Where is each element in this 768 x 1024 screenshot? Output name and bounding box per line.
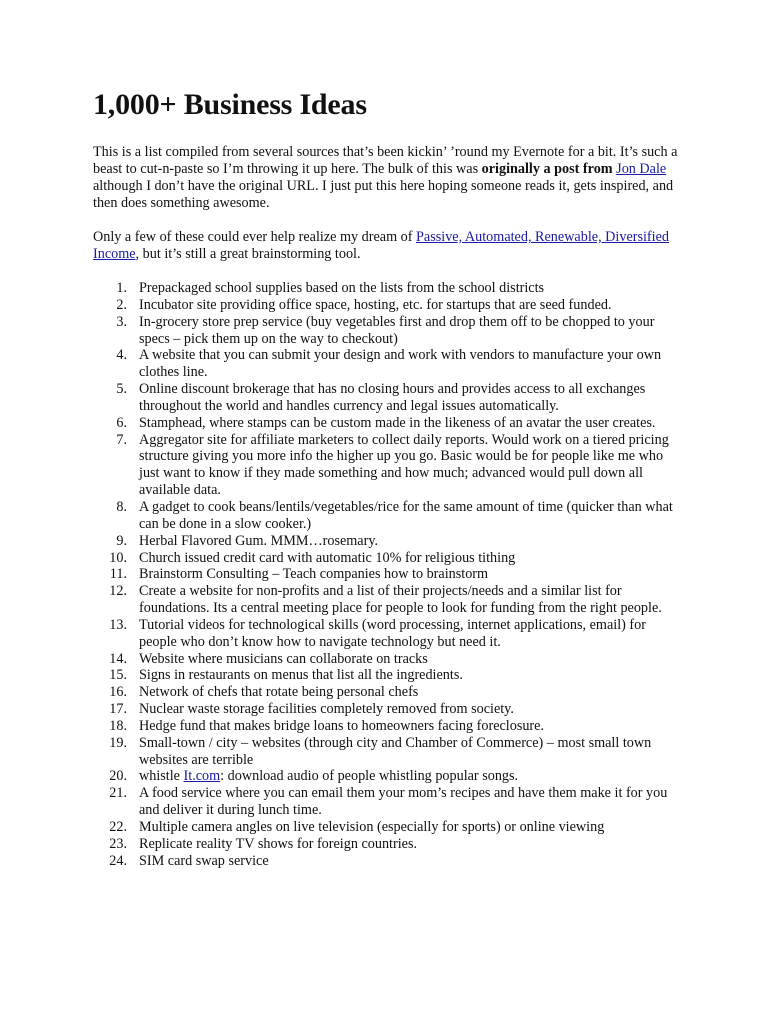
list-item-text: Tutorial videos for technological skills (word processing, internet applications, email) for people who don’t know how to navigate technology but need it.	[139, 616, 646, 650]
whistle-it-link[interactable]: It.com	[183, 768, 221, 785]
list-item-text: Small-town / city – websites (through city and Chamber of Commerce) – most small town websites are terrible	[139, 734, 652, 768]
list-number: 13.	[109, 616, 127, 633]
list-item-text: Church issued credit card with automatic 10% for religious tithing	[139, 549, 516, 566]
list-item-text: Website where musicians can collaborate on tracks	[139, 650, 428, 667]
list-item	[93, 415, 683, 432]
list-item-text: Brainstorm Consulting – Teach companies how to brainstorm	[139, 566, 489, 583]
list-number: 20.	[109, 768, 127, 785]
list-number: 23.	[109, 835, 127, 852]
intro-paragraph	[93, 144, 683, 212]
intro2-text-1: Only a few of these could ever help realize my dream of	[93, 229, 417, 245]
list-item	[93, 566, 683, 583]
list-number: 24.	[109, 852, 127, 869]
list-item	[93, 735, 683, 769]
list-number: 22.	[109, 819, 127, 835]
list-number: 1.	[116, 280, 127, 296]
list-item-text: Nuclear waste storage facilities completely removed from society.	[139, 701, 514, 718]
list-item	[93, 432, 683, 499]
list-number: 18.	[109, 717, 127, 734]
list-item	[93, 280, 683, 297]
list-number: 3.	[116, 313, 127, 330]
list-number: 19.	[109, 734, 127, 751]
intro-text-1: This is a list compiled from several sources that’s been kickin’ ’round my Evernote for a bit. It’s such a beast to cut-n-paste so I’m throwing it up here. The bulk of this was	[93, 144, 678, 177]
list-item	[93, 583, 683, 617]
list-item-text: A food service where you can email them your mom’s recipes and have them make it for you and deliver it during lunch time.	[139, 785, 668, 819]
list-item	[93, 550, 683, 567]
list-item	[93, 499, 683, 533]
list-item	[93, 297, 683, 314]
list-item	[93, 667, 683, 684]
list-item-text: Herbal Flavored Gum. MMM…rosemary.	[139, 532, 379, 549]
jon-dale-link[interactable]: Jon Dale	[616, 161, 667, 177]
passive-income-link[interactable]: Passive, Automated, Renewable, Diversified Income	[93, 229, 669, 262]
list-number: 7.	[116, 431, 127, 448]
list-number: 12.	[109, 583, 127, 600]
list-item	[93, 768, 683, 785]
list-item	[93, 718, 683, 735]
list-item	[93, 533, 683, 550]
list-item-text-after: : download audio of people whistling popular songs.	[220, 768, 519, 785]
list-item	[93, 347, 683, 381]
list-item-text: Aggregator site for affiliate marketers to collect daily reports. Would work on a tiered pricing structure giving you more info the higher up you go. Basic would be for people like me who just want to know if they made something and how much; advanced would pull down all available data.	[139, 431, 669, 499]
list-item	[93, 819, 683, 836]
list-item	[93, 701, 683, 718]
intro-bold-text: originally a post from	[481, 161, 613, 177]
list-item-text: Replicate reality TV shows for foreign countries.	[139, 835, 418, 852]
list-item	[93, 684, 683, 701]
list-number: 8.	[116, 498, 127, 515]
list-item-text: Network of chefs that rotate being personal chefs	[139, 684, 419, 701]
list-item-text: Multiple camera angles on live television (especially for sports) or online viewing	[139, 819, 605, 835]
list-item-text: In-grocery store prep service (buy vegetables first and drop them off to be chopped to your specs – pick them up on the way to checkout)	[139, 313, 655, 347]
list-item-text: Prepackaged school supplies based on the lists from the school districts	[139, 280, 545, 296]
list-number: 16.	[109, 684, 127, 701]
list-number: 4.	[116, 347, 127, 364]
list-item-text: Create a website for non-profits and a list of their projects/needs and a similar list for foundations. Its a central meeting place for people to look for funding from the right people.	[139, 583, 662, 617]
list-number: 5.	[116, 381, 127, 398]
list-item-text: SIM card swap service	[139, 852, 269, 869]
list-item	[93, 617, 683, 651]
list-item	[93, 836, 683, 853]
intro-paragraph-2	[93, 229, 683, 263]
intro2-text-2: , but it’s still a great brainstorming tool.	[135, 246, 361, 262]
list-number: 15.	[109, 667, 127, 684]
document-page	[93, 86, 683, 870]
list-item-text-before: whistle	[139, 768, 184, 785]
list-number: 2.	[116, 296, 127, 313]
list-number: 11.	[109, 566, 127, 583]
intro-text-2: although I don’t have the original URL. I just put this here hoping someone reads it, gets inspired, and then does something awesome.	[93, 178, 674, 211]
list-item-text: A gadget to cook beans/lentils/vegetables/rice for the same amount of time (quicker than what can be done in a slow cooker.)	[139, 498, 673, 532]
list-item-text: Online discount brokerage that has no closing hours and provides access to all exchanges throughout the world and handles currency and legal issues automatically.	[139, 381, 646, 414]
list-number: 6.	[116, 414, 127, 431]
list-number: 9.	[116, 532, 127, 549]
list-item	[93, 853, 683, 870]
list-number: 17.	[109, 701, 127, 718]
list-item-text: Hedge fund that makes bridge loans to homeowners facing foreclosure.	[139, 717, 545, 734]
ideas-list	[93, 280, 683, 870]
list-number: 10.	[109, 549, 127, 566]
list-item-text: A website that you can submit your design and work with vendors to manufacture your own clothes line.	[139, 347, 662, 381]
list-item-text: Stamphead, where stamps can be custom made in the likeness of an avatar the user creates.	[139, 414, 656, 431]
list-item	[93, 314, 683, 348]
list-item	[93, 381, 683, 415]
list-item	[93, 651, 683, 668]
list-number: 21.	[109, 785, 127, 802]
list-number: 14.	[109, 650, 127, 667]
list-item-text: Incubator site providing office space, hosting, etc. for startups that are seed funded.	[139, 296, 612, 313]
page-title: 1,000+ Business Ideas	[93, 88, 367, 121]
list-item	[93, 785, 683, 819]
list-item-text: Signs in restaurants on menus that list all the ingredients.	[139, 667, 463, 684]
